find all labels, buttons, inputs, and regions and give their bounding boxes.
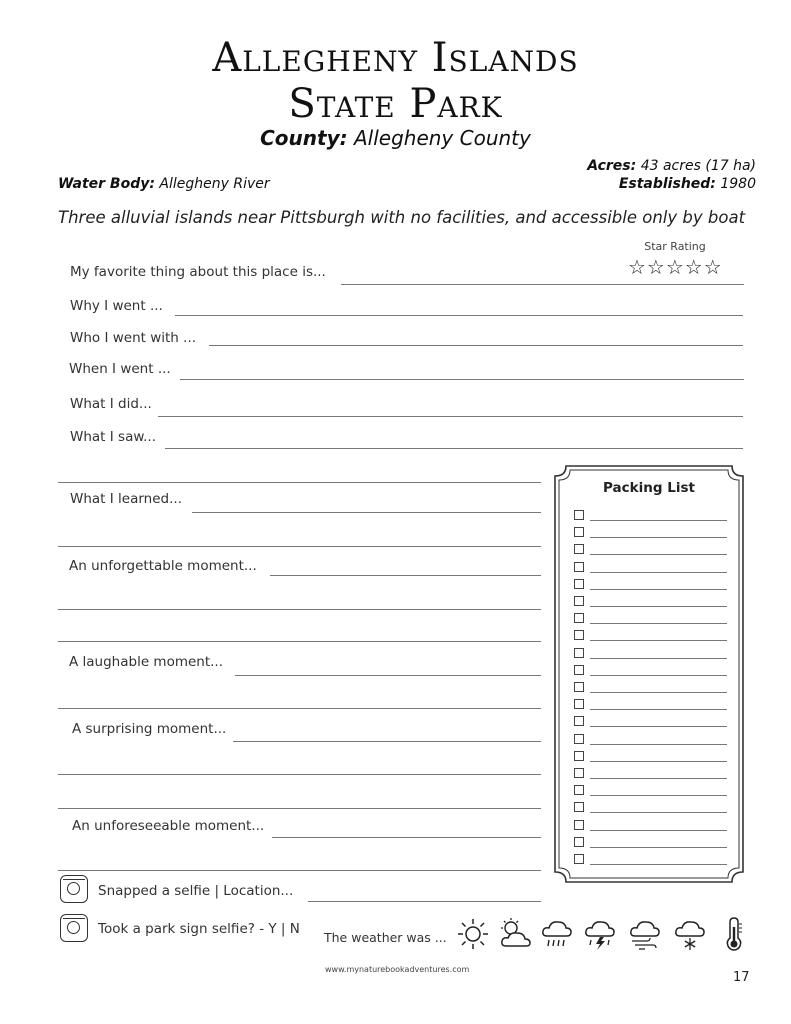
packing-item-line[interactable] (590, 847, 727, 848)
packing-item-line[interactable] (590, 623, 727, 624)
packing-checkbox[interactable] (574, 648, 584, 658)
county-value: Allegheny County (353, 126, 531, 150)
packing-list-title: Packing List (603, 480, 695, 496)
packing-item-line[interactable] (590, 812, 727, 813)
answer-line[interactable] (235, 675, 541, 676)
county-line (0, 126, 791, 150)
packing-checkbox[interactable] (574, 682, 584, 692)
answer-line[interactable] (192, 512, 541, 513)
packing-checkbox[interactable] (574, 820, 584, 830)
prompt-favorite: My favorite thing about this place is... (70, 264, 326, 280)
camera-icon (60, 914, 88, 942)
packing-checkbox[interactable] (574, 562, 584, 572)
packing-item-line[interactable] (590, 606, 727, 607)
prompt-selfie: Snapped a selfie | Location... (98, 883, 294, 899)
sun-icon[interactable] (455, 916, 491, 952)
packing-item-line[interactable] (590, 778, 727, 779)
acres-line (587, 158, 756, 174)
prompt-unforeseeable: An unforeseeable moment... (72, 818, 265, 834)
answer-line[interactable] (58, 808, 541, 809)
prompt-unforgettable: An unforgettable moment... (69, 558, 257, 574)
page-number: 17 (733, 970, 750, 985)
packing-checkbox[interactable] (574, 596, 584, 606)
packing-checkbox[interactable] (574, 613, 584, 623)
star-rating-label: Star Rating (644, 240, 706, 253)
answer-line[interactable] (270, 575, 541, 576)
partly-cloudy-icon[interactable] (497, 916, 533, 952)
packing-checkbox[interactable] (574, 699, 584, 709)
park-description: Three alluvial islands near Pittsburgh with no facilities, and accessible only by boat (58, 208, 746, 227)
thermometer-icon[interactable] (716, 916, 752, 952)
established-line (619, 176, 756, 192)
packing-checkbox[interactable] (574, 751, 584, 761)
answer-line[interactable] (58, 870, 541, 871)
answer-line[interactable] (158, 416, 743, 417)
acres-label: Acres: (587, 158, 637, 174)
answer-line[interactable] (58, 609, 541, 610)
packing-checkbox[interactable] (574, 768, 584, 778)
packing-item-line[interactable] (590, 520, 727, 521)
prompt-when: When I went ... (69, 361, 171, 377)
packing-item-line[interactable] (590, 589, 727, 590)
prompt-learned: What I learned... (70, 491, 182, 507)
packing-item-line[interactable] (590, 795, 727, 796)
acres-value: 43 acres (17 ha) (640, 158, 756, 174)
packing-checkbox[interactable] (574, 579, 584, 589)
prompt-saw: What I saw... (70, 429, 157, 445)
prompt-park-sign: Took a park sign selfie? - Y | N (98, 921, 300, 937)
packing-item-line[interactable] (590, 761, 727, 762)
packing-item-line[interactable] (590, 675, 727, 676)
answer-line[interactable] (341, 284, 744, 285)
packing-item-line[interactable] (590, 640, 727, 641)
answer-line[interactable] (180, 379, 744, 380)
rain-icon[interactable] (539, 916, 575, 952)
answer-line[interactable] (209, 345, 743, 346)
prompt-who: Who I went with ... (70, 330, 197, 346)
packing-checkbox[interactable] (574, 802, 584, 812)
packing-item-line[interactable] (590, 658, 727, 659)
packing-item-line[interactable] (590, 572, 727, 573)
packing-checkbox[interactable] (574, 854, 584, 864)
answer-line[interactable] (58, 641, 541, 642)
park-title-line-1: Allegheny Islands (212, 35, 579, 81)
water-body-value: Allegheny River (159, 176, 270, 192)
answer-line[interactable] (58, 546, 541, 547)
answer-line[interactable] (272, 837, 541, 838)
thunderstorm-icon[interactable] (582, 916, 618, 952)
answer-line[interactable] (175, 315, 743, 316)
prompt-weather: The weather was ... (324, 930, 447, 945)
packing-checkbox[interactable] (574, 510, 584, 520)
answer-line[interactable] (58, 774, 541, 775)
prompt-did: What I did... (70, 396, 152, 412)
packing-item-line[interactable] (590, 554, 727, 555)
answer-line[interactable] (58, 482, 541, 483)
packing-item-line[interactable] (590, 864, 727, 865)
packing-checkbox[interactable] (574, 665, 584, 675)
footer-url: www.mynaturebookadventures.com (325, 965, 470, 974)
packing-checkbox[interactable] (574, 716, 584, 726)
packing-checkbox[interactable] (574, 630, 584, 640)
established-label: Established: (618, 176, 716, 192)
packing-item-line[interactable] (590, 709, 727, 710)
answer-line[interactable] (308, 901, 541, 902)
established-value: 1980 (720, 176, 756, 192)
wind-icon[interactable] (627, 916, 663, 952)
packing-checkbox[interactable] (574, 544, 584, 554)
snow-icon[interactable] (672, 916, 708, 952)
prompt-laughable: A laughable moment... (69, 654, 224, 670)
packing-item-line[interactable] (590, 692, 727, 693)
answer-line[interactable] (165, 448, 743, 449)
packing-item-line[interactable] (590, 744, 727, 745)
answer-line[interactable] (233, 741, 541, 742)
prompt-why: Why I went ... (70, 298, 163, 314)
packing-checkbox[interactable] (574, 527, 584, 537)
packing-item-line[interactable] (590, 726, 727, 727)
packing-item-line[interactable] (590, 537, 727, 538)
packing-checkbox[interactable] (574, 837, 584, 847)
packing-checkbox[interactable] (574, 785, 584, 795)
packing-checkbox[interactable] (574, 734, 584, 744)
answer-line[interactable] (58, 708, 541, 709)
camera-icon (60, 875, 88, 903)
water-body-line (58, 176, 270, 192)
park-title-line-2: State Park (288, 81, 503, 127)
county-label: County: (260, 126, 348, 150)
water-body-label: Water Body: (58, 176, 155, 192)
packing-item-line[interactable] (590, 830, 727, 831)
prompt-surprising: A surprising moment... (72, 721, 227, 737)
star-rating-icons[interactable]: ☆☆☆☆☆ (628, 255, 723, 279)
